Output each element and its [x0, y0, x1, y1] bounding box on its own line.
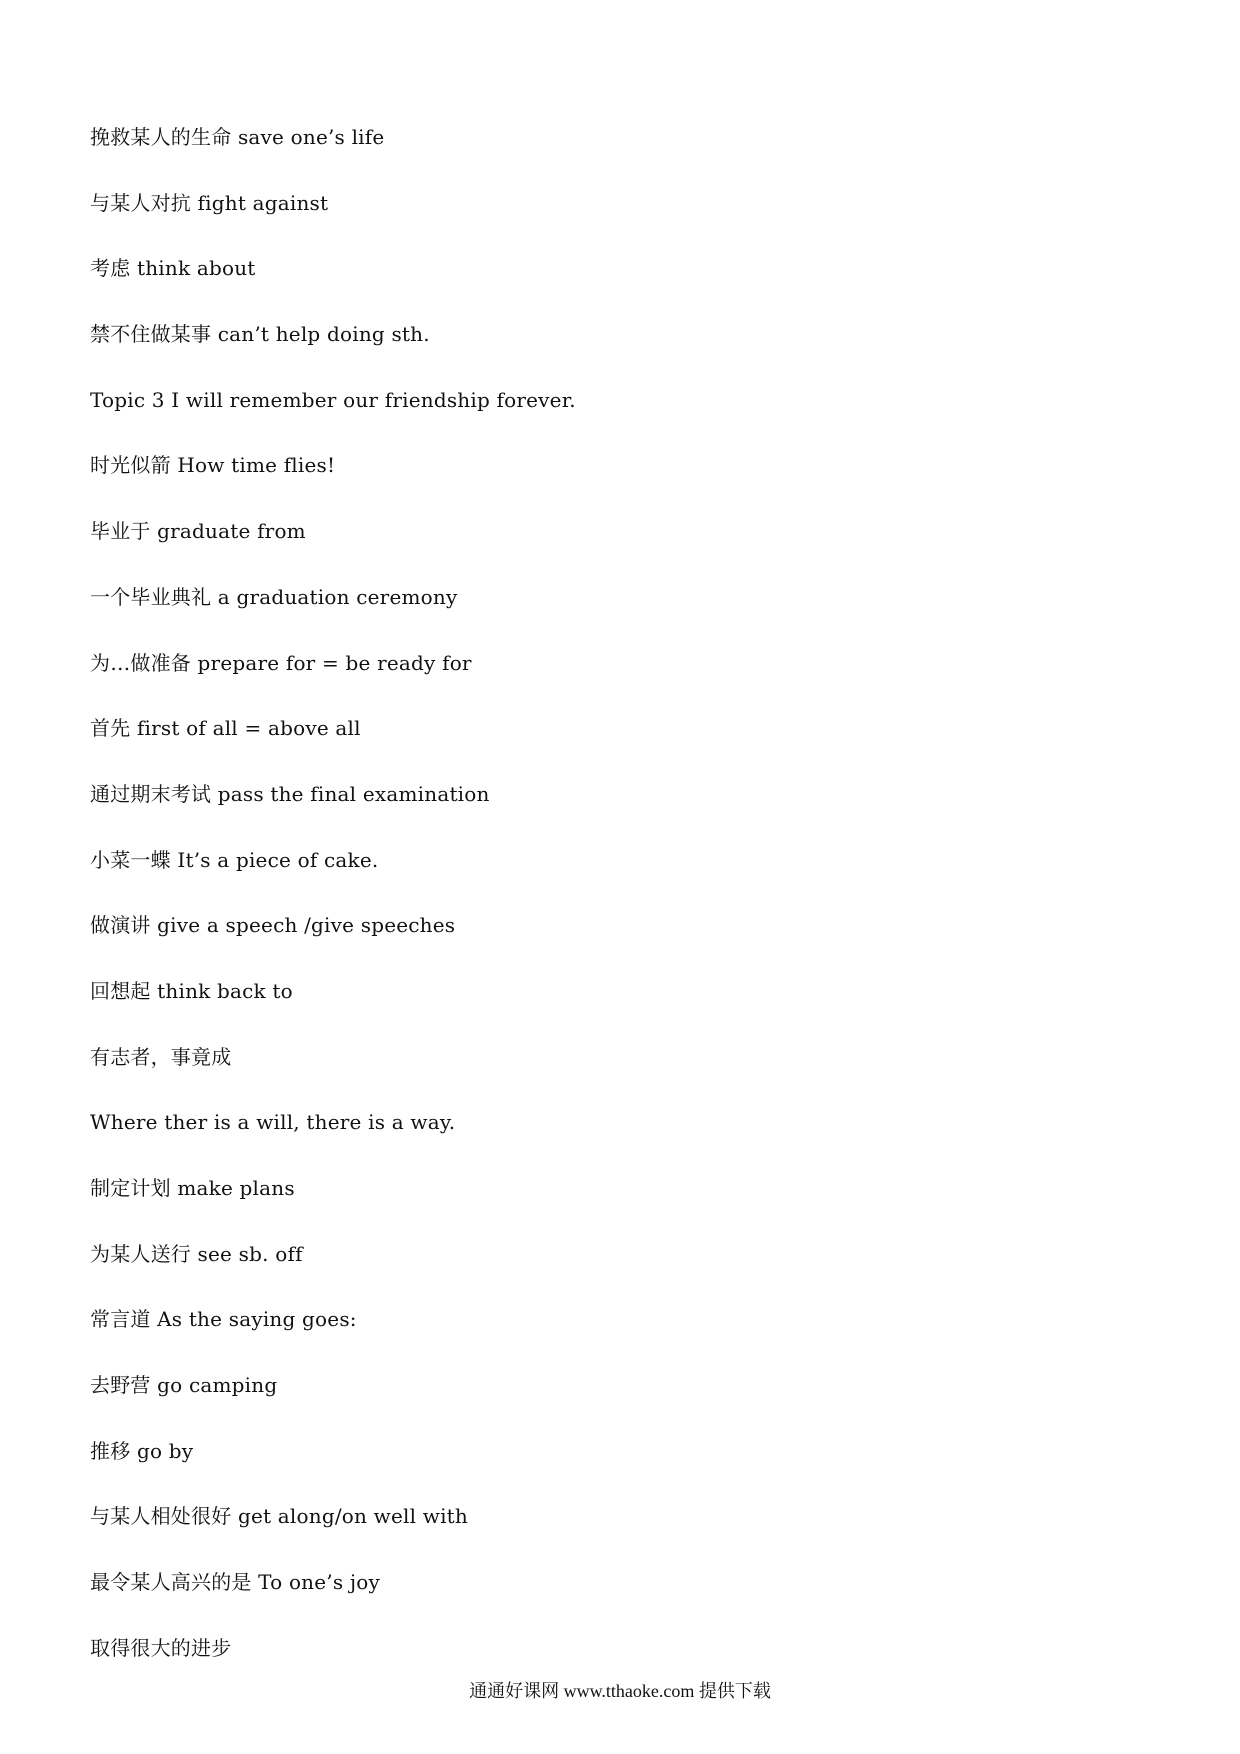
list-item: 常言道 As the saying goes:	[90, 1307, 357, 1332]
list-item: 最令某人高兴的是 To one’s joy	[90, 1570, 381, 1595]
list-item: 首先 first of all = above all	[90, 716, 361, 741]
list-item: 毕业于 graduate from	[90, 519, 306, 544]
list-item: 通过期末考试 pass the final examination	[90, 781, 490, 806]
list-item: Where ther is a will, there is a way.	[90, 1110, 456, 1135]
list-item: 回想起 think back to	[90, 978, 293, 1003]
vocabulary-list	[90, 126, 1150, 1703]
list-item: 去野营 go camping	[90, 1373, 278, 1398]
list-item: 为…做准备 prepare for = be ready for	[90, 650, 472, 675]
section-heading: Topic 3 I will remember our friendship forever.	[90, 387, 576, 412]
list-item: 考虑 think about	[90, 256, 256, 281]
list-item: 做演讲 give a speech /give speeches	[90, 913, 456, 938]
page-footer: 通通好课网 www.tthaoke.com 提供下载	[469, 1681, 771, 1701]
list-item: 与某人相处很好 get along/on well with	[90, 1504, 468, 1529]
list-item: 一个毕业典礼 a graduation ceremony	[90, 584, 458, 609]
list-item: 小菜一蝶 It’s a piece of cake.	[90, 847, 379, 872]
list-item: 推移 go by	[90, 1438, 194, 1463]
list-item: 制定计划 make plans	[90, 1176, 295, 1200]
list-item: 为某人送行 see sb. off	[90, 1241, 303, 1266]
list-item: 有志者，事竟成	[90, 1044, 232, 1069]
list-item: 挽救某人的生命 save one’s life	[90, 125, 385, 149]
list-item: 与某人对抗 fight against	[90, 190, 329, 215]
list-item: 禁不住做某事 can’t help doing sth.	[90, 322, 430, 347]
list-item: 时光似箭 How time flies!	[90, 453, 336, 478]
list-item: 取得很大的进步	[90, 1635, 232, 1660]
